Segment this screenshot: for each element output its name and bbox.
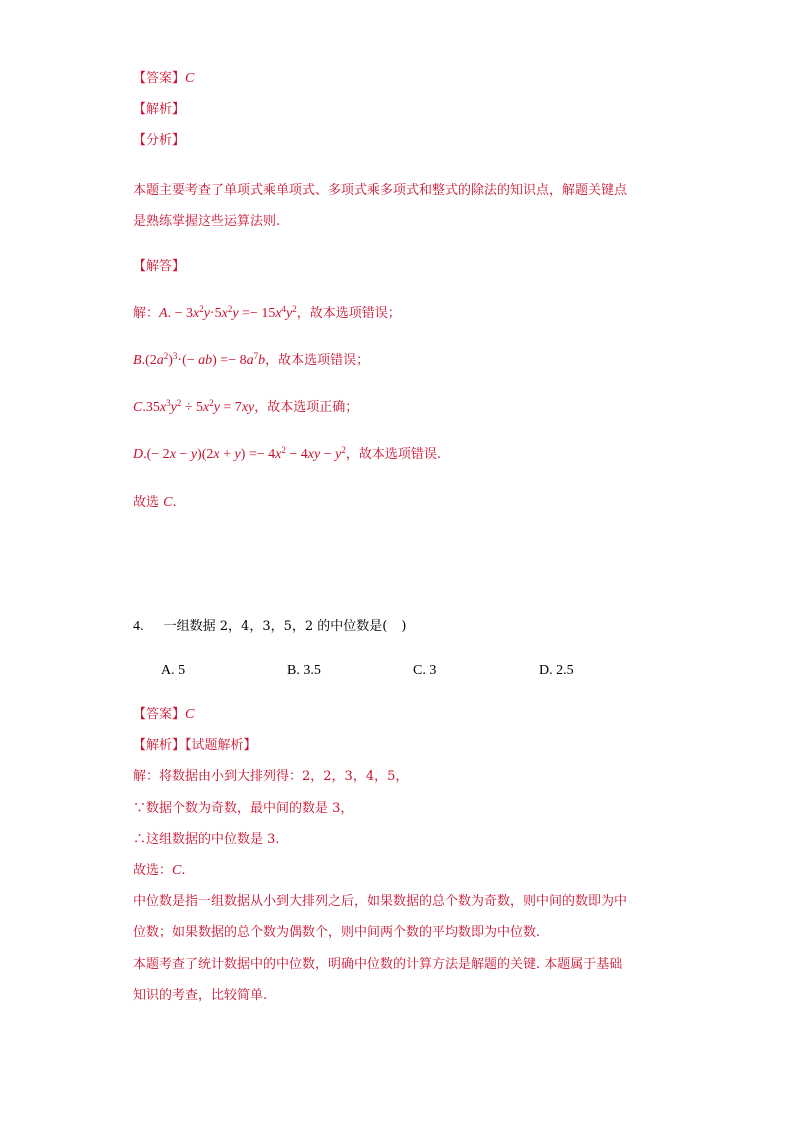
jieda-label: 【解答】 [133, 259, 186, 274]
formula-a: . − $3x^2y\cdot 5x^2y =- 15x^4y^2$ [167, 304, 297, 321]
fenxi-label: 【分析】 [133, 133, 186, 148]
solution-line-a: 解：A. − $3x^2y\cdot 5x^2y =- 15x^4y^2$，故本选项错误； [133, 304, 401, 321]
answer-label: 【答案】 [133, 71, 186, 86]
formula-c: $.35x^3y^2 \div 5x^2y = 7xy$ [142, 398, 255, 415]
solution-2-line-3: ∴这组数据的中位数是 3. [133, 832, 280, 847]
analysis-label: 【解析】 [133, 102, 186, 117]
formula-b: $.(2a^2)^3\cdot(- ab) =- 8a^7b$ [141, 351, 266, 368]
answer-line-2: 【答案】C [133, 707, 195, 722]
choose-line: 故选 C. [133, 495, 177, 510]
option-c: C. 3 [413, 663, 437, 678]
answer-value: C [185, 71, 195, 86]
question-number: 4. [133, 619, 144, 634]
solution-line-b: $B.(2a^2)^3\cdot(- ab) =- 8a^7b$，故本选项错误； [133, 351, 370, 368]
solution-line-c: $C.35x^3y^2 \div 5x^2y = 7xy$，故本选项正确； [133, 398, 359, 415]
solution-2-line-8: 知识的考查，比较简单. [133, 988, 268, 1003]
solution-2-line-2: ∵数据个数为奇数，最中间的数是 3， [133, 801, 354, 816]
solution-2-line-1: 解：将数据由小到大排列得：2，2，3，4，5， [133, 769, 409, 784]
answer-line-1 [133, 70, 194, 88]
option-b: B. 3.5 [287, 663, 321, 678]
solution-2-line-7: 本题考查了统计数据中的中位数，明确中位数的计算方法是解题的关键. 本题属于基础 [133, 957, 623, 972]
formula-d: .(− $2x - y)(2x + y) =- 4x^2 - 4xy - y^2$ [143, 445, 346, 462]
analysis-label-2: 【解析】【试题解析】 [133, 738, 257, 753]
option-a: A. 5 [161, 663, 186, 678]
option-d: D. 2.5 [539, 663, 574, 678]
fenxi-text-line-2: 是熟练掌握这些运算法则. [133, 214, 281, 229]
solution-2-line-5: 中位数是指一组数据从小到大排列之后，如果数据的总个数为奇数，则中间的数即为中 [133, 894, 628, 909]
solution-2-line-6: 位数；如果数据的总个数为偶数个，则中间两个数的平均数即为中位数. [133, 925, 541, 940]
fenxi-text-line-1: 本题主要考查了单项式乘单项式、多项式乘多项式和整式的除法的知识点，解题关键点 [133, 183, 628, 198]
solution-line-d: $D.(- 2x - y)(2x + y) =- 4x^2 - 4xy - y^2$，故本选项错误. [133, 445, 441, 462]
question-stem: 一组数据 2，4，3，5，2 的中位数是( [163, 619, 388, 634]
question-4: 4. 一组数据 2，4，3，5，2 的中位数是( ) [133, 619, 407, 634]
solution-2-line-4: 故选：C. [133, 863, 186, 878]
